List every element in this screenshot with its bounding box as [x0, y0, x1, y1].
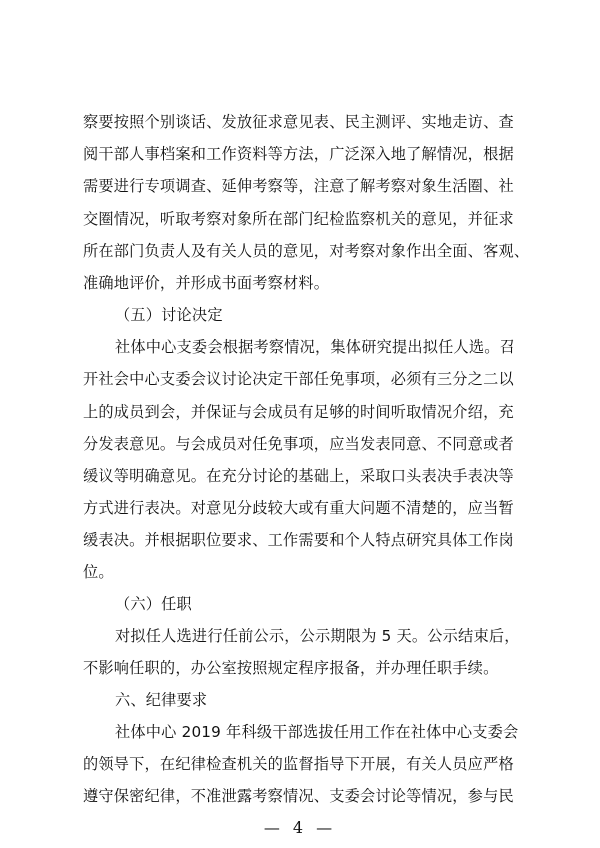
paragraph-line: 方式进行表决。对意见分歧较大或有重大问题不清楚的，应当暂 — [83, 499, 514, 517]
section-heading: （五）讨论决定 — [115, 306, 223, 324]
paragraph-line: 不影响任职的，办公室按照规定程序报备，并办理任职手续。 — [83, 659, 499, 677]
page-number: — 4 — — [263, 818, 337, 837]
paragraph-line: 察要按照个别谈话、发放征求意见表、民主测评、实地走访、查 — [83, 113, 514, 131]
section-heading: 六、纪律要求 — [115, 691, 208, 709]
paragraph-line: 的领导下，在纪律检查机关的监督指导下开展，有关人员应严格 — [83, 755, 514, 773]
paragraph-line: 上的成员到会，并保证与会成员有足够的时间听取情况介绍，充 — [83, 403, 514, 421]
paragraph-line: 社体中心 2019 年科级干部选拔任用工作在社体中心支委会 — [115, 723, 519, 741]
paragraph-line: 对拟任人选进行任前公示，公示期限为 5 天。公示结束后， — [115, 627, 520, 645]
paragraph-line: 位。 — [83, 563, 114, 581]
section-heading: （六）任职 — [115, 595, 192, 613]
paragraph-line: 需要进行专项调查、延伸考察等，注意了解考察对象生活圈、社 — [83, 177, 514, 195]
paragraph-line: 阅干部人事档案和工作资料等方法，广泛深入地了解情况，根据 — [83, 145, 514, 163]
paragraph-line: 缓议等明确意见。在充分讨论的基础上，采取口头表决手表决等 — [83, 467, 514, 485]
paragraph-line: 开社会中心支委会议讨论决定干部任免事项，必须有三分之二以 — [83, 370, 514, 388]
paragraph-line: 所在部门负责人及有关人员的意见，对考察对象作出全面、客观、 — [83, 242, 530, 260]
paragraph-line: 遵守保密纪律，不准泄露考察情况、支委会讨论等情况，参与民 — [83, 787, 514, 805]
paragraph-line: 缓表决。并根据职位要求、工作需要和个人特点研究具体工作岗 — [83, 531, 514, 549]
paragraph-line: 分发表意见。与会成员对任免事项，应当发表同意、不同意或者 — [83, 435, 514, 453]
paragraph-line: 交圈情况，听取考察对象所在部门纪检监察机关的意见，并征求 — [83, 210, 514, 228]
paragraph-line: 社体中心支委会根据考察情况，集体研究提出拟任人选。召 — [115, 338, 516, 356]
paragraph-line: 准确地评价，并形成书面考察材料。 — [83, 274, 330, 292]
